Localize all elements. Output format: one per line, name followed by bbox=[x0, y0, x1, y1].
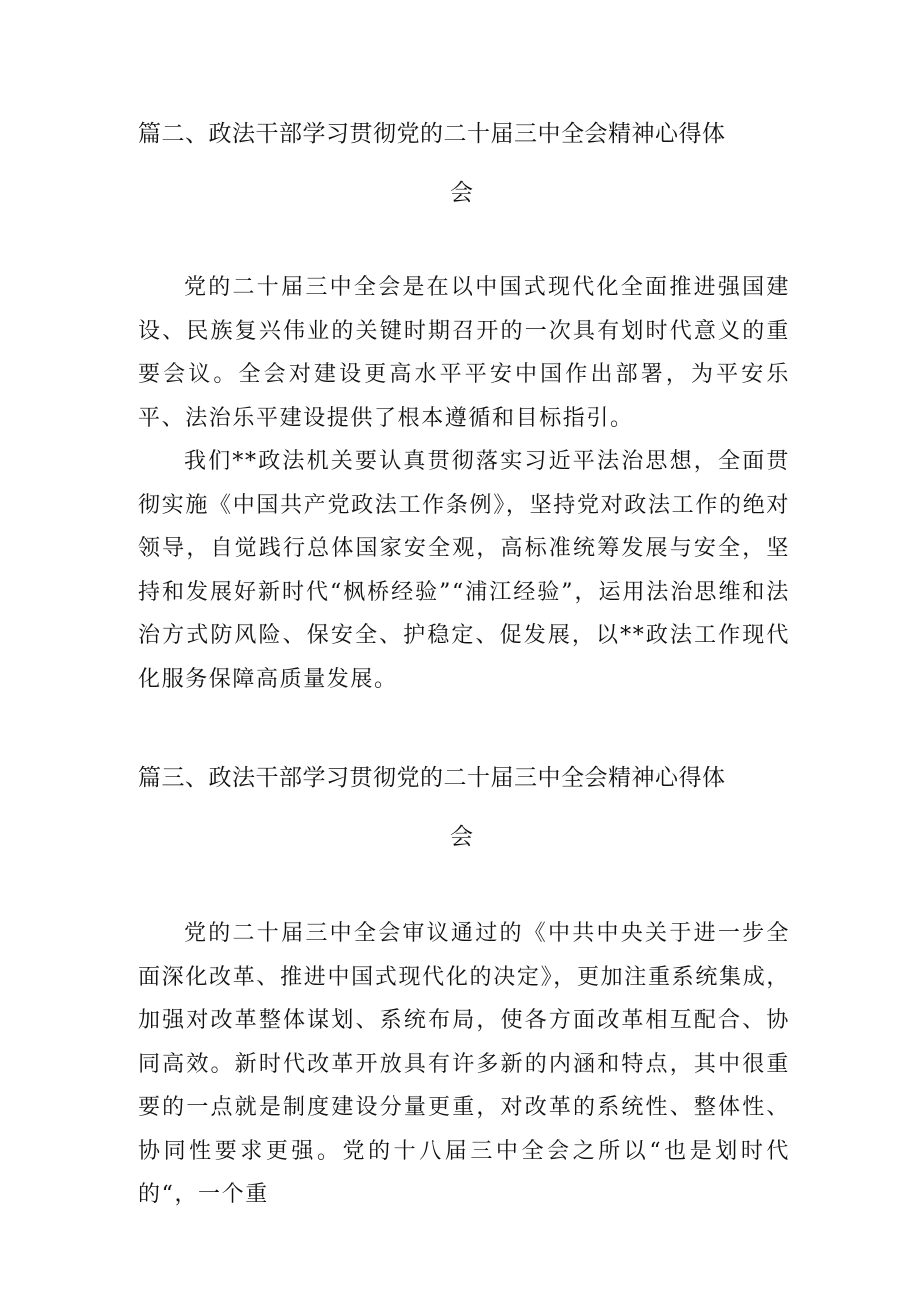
heading-line: 篇三、政法干部学习贯彻党的二十届三中全会精神心得体 bbox=[138, 765, 726, 791]
section-heading-3 bbox=[138, 762, 788, 853]
paragraph: 党的二十届三中全会是在以中国式现代化全面推进强国建设、民族复兴伟业的关键时期召开的一次具有划时代意义的重要会议。全会对建设更高水平平安中国作出部署，为平安乐平、法治乐平建设提供了根本遵循和目标指引。 bbox=[138, 275, 790, 431]
heading-line-continued: 会 bbox=[450, 180, 474, 206]
paragraph: 我们**政法机关要认真贯彻落实习近平法治思想，全面贯彻实施《中国共产党政法工作条例》，坚持党对政法工作的绝对领导，自觉践行总体国家安全观，高标准统筹发展与安全，坚持和发展好新时代“枫桥经验”“浦江经验”，运用法治思维和法治方式防风险、保安全、护稳定、促发展，以**政法工作现代化服务保障高质量发展。 bbox=[138, 449, 790, 692]
heading-line-continued: 会 bbox=[450, 824, 474, 850]
paragraph: 党的二十届三中全会审议通过的《中共中央关于进一步全面深化改革、推进中国式现代化的决定》，更加注重系统集成，加强对改革整体谋划、系统布局，使各方面改革相互配合、协同高效。新时代改革开放具有许多新的内涵和特点，其中很重要的一点就是制度建设分量更重，对改革的系统性、整体性、协同性要求更强。党的十八届三中全会之所以“也是划时代的“，一个重 bbox=[138, 921, 790, 1207]
heading-line: 篇二、政法干部学习贯彻党的二十届三中全会精神心得体 bbox=[138, 121, 726, 147]
section-heading-2 bbox=[138, 118, 788, 209]
